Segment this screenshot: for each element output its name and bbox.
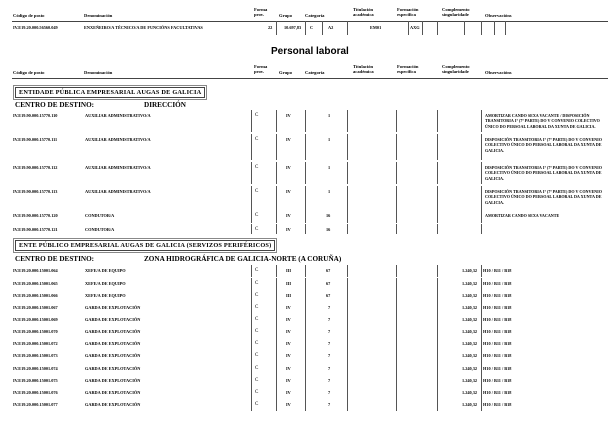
table-row-observacions: DISPOSICIÓN TRANSITORIA 1ª (7ª PARTE) DO V CONVENIO COLECTIVO ÚNICO DO PERSOAL LABORAL DA XUNTA DE GALICIA. [485, 137, 602, 153]
column-divider [437, 326, 438, 338]
table-row-codigo: IV.E19.90.000.15770.120 [13, 213, 58, 218]
table-row-grupo: IV [286, 165, 291, 170]
centro-label-2: CENTRO DE DESTINO: [15, 255, 95, 263]
column-divider [347, 290, 348, 302]
row-extra: A2 [328, 25, 334, 30]
section-title-2: ENTE PÚBLICO EMPRESARIAL AUGAS DE GALICIA (SERVIZOS PERIFÉRICOS) [15, 240, 275, 251]
table-row-forma: C [255, 165, 259, 170]
column-divider [251, 290, 252, 302]
table-row-denominacion: AUXILIAR ADMINISTRATIVO/A [85, 137, 151, 142]
column-divider [347, 134, 348, 160]
page-title: Personal laboral [271, 46, 349, 57]
col-grupo: Grupo [279, 70, 293, 75]
table-row-codigo: IV.E19.20.000.15001.076 [13, 390, 58, 395]
column-divider [481, 265, 482, 277]
table-row-codigo: IV.E19.20.000.15001.064 [13, 268, 58, 273]
column-divider [481, 387, 482, 399]
table-row-observacions: AMORTIZAR CANDO SEXA VACANTE / DISPOSICIÓN TRANSITORIA 1ª (7ª PARTE) DO V CONVENIO COLECTIVO ÚNICO DO PERSOAL LABORAL DA XUNTA DE GALICIA. [485, 113, 600, 129]
column-divider [305, 110, 306, 132]
table-row-observacions: H10 / B11 / B18 [483, 341, 512, 346]
column-divider [305, 326, 306, 338]
column-divider [276, 350, 277, 363]
column-divider [276, 210, 277, 223]
table-row-denominacion: AUXILIAR ADMINISTRATIVO/A [85, 113, 151, 118]
column-divider [396, 314, 397, 326]
column-divider [305, 210, 306, 223]
column-divider [437, 186, 438, 210]
column-divider [437, 314, 438, 326]
table-row-categoria: 16 [326, 213, 331, 218]
table-row-categoria: 7 [328, 317, 331, 322]
table-row-observacions: H10 / B11 / B18 [483, 366, 512, 371]
column-divider [305, 302, 306, 314]
table-row-complemento: 1.240,32 [462, 317, 478, 322]
column-divider [481, 162, 482, 184]
row-formacion: AXG [410, 25, 420, 30]
table-row-denominacion: XEFE/A DE EQUIPO [85, 268, 126, 273]
column-divider [276, 224, 277, 234]
column-divider [251, 338, 252, 350]
table-row-categoria: 1 [328, 137, 331, 142]
column-divider [437, 302, 438, 314]
table-row-forma: C [255, 366, 259, 371]
column-divider [305, 134, 306, 160]
table-row-forma: C [255, 113, 259, 118]
column-divider [276, 363, 277, 375]
table-row-denominacion: GARDA DE EXPLOTACIÓN [85, 366, 141, 371]
table-row-denominacion: XEFE/A DE EQUIPO [85, 281, 126, 286]
column-divider [347, 186, 348, 210]
column-divider [305, 278, 306, 290]
table-row-observacions: H10 / B11 / B18 [483, 305, 512, 310]
column-divider [437, 265, 438, 277]
col-formacion: Formación específica [397, 64, 419, 74]
column-divider [251, 314, 252, 326]
column-divider [347, 278, 348, 290]
column-divider [251, 186, 252, 210]
table-row-complemento: 1.240,32 [462, 329, 478, 334]
col-titulacion: Titulación académica [353, 64, 374, 74]
column-divider [305, 387, 306, 399]
column-divider [396, 338, 397, 350]
column-divider [396, 350, 397, 363]
column-divider [481, 224, 482, 234]
table-row-forma: C [255, 137, 259, 142]
table-row-forma: C [255, 341, 259, 346]
column-divider [437, 399, 438, 411]
table-row-forma: C [255, 227, 259, 232]
table-row-categoria: 67 [326, 268, 331, 273]
table-row-complemento: 1.240,32 [462, 305, 478, 310]
column-divider [437, 375, 438, 387]
col-titulacion: Titulación académica [353, 7, 374, 17]
col-complemento: Complemento singularidade [442, 64, 470, 74]
table-row-categoria: 16 [326, 227, 331, 232]
table-row-complemento: 1.240,32 [462, 281, 478, 286]
column-divider [396, 162, 397, 184]
column-divider [305, 265, 306, 277]
table-row-observacions: H10 / B11 / B18 [483, 268, 512, 273]
column-divider [347, 302, 348, 314]
table-row-categoria: 7 [328, 341, 331, 346]
table-row-denominacion: GARDA DE EXPLOTACIÓN [85, 305, 141, 310]
column-divider [251, 387, 252, 399]
table-row-grupo: IV [286, 137, 291, 142]
column-divider [437, 134, 438, 160]
column-divider [276, 314, 277, 326]
table-row-grupo: III [286, 268, 292, 273]
column-divider [347, 210, 348, 223]
centro-value-1: DIRECCIÓN [144, 101, 186, 109]
table-row-codigo: IV.E19.20.000.15001.065 [13, 281, 58, 286]
column-divider [251, 350, 252, 363]
column-divider [276, 278, 277, 290]
table-row-forma: C [255, 189, 259, 194]
table-row-codigo: IV.E19.90.000.15770.112 [13, 165, 58, 170]
table-row-observacions: H10 / B11 / B18 [483, 353, 512, 358]
column-divider [481, 375, 482, 387]
table-row-grupo: IV [286, 317, 291, 322]
column-divider [347, 399, 348, 411]
table-row-denominacion: AUXILIAR ADMINISTRATIVO/A [85, 165, 151, 170]
column-divider [347, 338, 348, 350]
table-row-forma: C [255, 402, 259, 407]
table-row-observacions: H10 / B11 / B18 [483, 317, 512, 322]
column-divider [276, 399, 277, 411]
table-row-complemento: 1.240,32 [462, 293, 478, 298]
column-divider [347, 162, 348, 184]
table-row-denominacion: GARDA DE EXPLOTACIÓN [85, 378, 141, 383]
table-row-complemento: 1.240,32 [462, 402, 478, 407]
column-divider [305, 399, 306, 411]
table-row-denominacion: GARDA DE EXPLOTACIÓN [85, 402, 141, 407]
column-divider [276, 265, 277, 277]
table-row-denominacion: CONDUTOR/A [85, 213, 115, 218]
table-row-codigo: IV.E19.90.000.15770.110 [13, 113, 58, 118]
col-observacions: Observacións [485, 70, 512, 75]
centro-label-1: CENTRO DE DESTINO: [15, 101, 95, 109]
table-row-observacions: H10 / B11 / B18 [483, 378, 512, 383]
centro-value-2: ZONA HIDROGRÁFICA DE GALICIA-NORTE (A CORUÑA) [144, 255, 342, 263]
col-denominacion: Denominación [84, 13, 113, 18]
column-divider [305, 338, 306, 350]
column-divider [347, 387, 348, 399]
table-row-forma: C [255, 390, 259, 395]
column-divider [481, 350, 482, 363]
table-row-categoria: 7 [328, 390, 331, 395]
divider [12, 78, 608, 79]
table-row-forma: C [255, 268, 259, 273]
column-divider [481, 110, 482, 132]
table-row-grupo: IV [286, 305, 291, 310]
table-row-grupo: IV [286, 329, 291, 334]
column-divider [347, 350, 348, 363]
column-divider [276, 162, 277, 184]
table-row-grupo: IV [286, 390, 291, 395]
column-divider [305, 162, 306, 184]
row-denominacion: ENXEÑEIRO/A TÉCNICO/A DE FUNCIÓNS FACULTATIVAS [84, 25, 203, 30]
table-row-forma: C [255, 378, 259, 383]
table-row-denominacion: XEFE/A DE EQUIPO [85, 293, 126, 298]
table-row-codigo: IV.E19.20.000.15001.072 [13, 341, 58, 346]
table-row-forma: C [255, 281, 259, 286]
column-divider [481, 290, 482, 302]
table-row-codigo: IV.E19.20.000.15001.067 [13, 305, 58, 310]
table-row-forma: C [255, 293, 259, 298]
column-divider [347, 326, 348, 338]
table-row-codigo: IV.E19.90.000.15770.121 [13, 227, 58, 232]
col-categoria: Categoría [305, 13, 325, 18]
divider [12, 21, 608, 22]
table-row-complemento: 1.240,32 [462, 378, 478, 383]
table-row-grupo: IV [286, 366, 291, 371]
column-divider [347, 363, 348, 375]
table-row-complemento: 1.240,32 [462, 366, 478, 371]
table-row-codigo: IV.E19.20.000.15001.077 [13, 402, 58, 407]
row-titulacion: EM01 [370, 25, 382, 30]
column-divider [396, 224, 397, 234]
col-grupo: Grupo [279, 13, 293, 18]
table-row-grupo: III [286, 293, 292, 298]
column-divider [251, 224, 252, 234]
table-row-grupo: IV [286, 378, 291, 383]
column-divider [305, 375, 306, 387]
column-divider [305, 314, 306, 326]
column-divider [396, 265, 397, 277]
column-divider [481, 363, 482, 375]
column-divider [347, 110, 348, 132]
table-row-complemento: 1.240,32 [462, 353, 478, 358]
column-divider [276, 110, 277, 132]
column-divider [347, 224, 348, 234]
column-divider [481, 314, 482, 326]
column-divider [481, 278, 482, 290]
column-divider [276, 290, 277, 302]
column-divider [251, 375, 252, 387]
table-row-codigo: IV.E19.20.000.15001.074 [13, 366, 58, 371]
col-codigo: Código de posto [13, 70, 45, 75]
column-divider [305, 290, 306, 302]
table-row-grupo: IV [286, 353, 291, 358]
table-row-codigo: IV.E19.20.000.15001.066 [13, 293, 58, 298]
table-row-observacions: AMORTIZAR CANDO SEXA VACANTE [485, 213, 560, 218]
column-divider [396, 387, 397, 399]
column-divider [276, 134, 277, 160]
column-divider [347, 265, 348, 277]
table-row-grupo: III [286, 281, 292, 286]
table-row-codigo: IV.E19.20.000.15001.069 [13, 317, 58, 322]
table-row-codigo: IV.E19.20.000.15001.073 [13, 353, 58, 358]
table-row-categoria: 1 [328, 189, 331, 194]
column-divider [396, 302, 397, 314]
row-forma: 22 [268, 25, 273, 30]
table-row-grupo: IV [286, 213, 291, 218]
col-denominacion: Denominación [84, 70, 113, 75]
table-row-categoria: 1 [328, 113, 331, 118]
table-row-denominacion: CONDUTOR/A [85, 227, 115, 232]
table-row-grupo: IV [286, 227, 291, 232]
column-divider [251, 210, 252, 223]
table-row-grupo: IV [286, 113, 291, 118]
column-divider [276, 186, 277, 210]
table-row-denominacion: GARDA DE EXPLOTACIÓN [85, 329, 141, 334]
table-row-complemento: 1.240,32 [462, 341, 478, 346]
column-divider [347, 314, 348, 326]
table-row-categoria: 7 [328, 353, 331, 358]
column-divider [396, 210, 397, 223]
col-observacions: Observacións [485, 13, 512, 18]
column-divider [251, 265, 252, 277]
table-row-forma: C [255, 213, 259, 218]
column-divider [437, 290, 438, 302]
table-row-grupo: IV [286, 189, 291, 194]
table-row-observacions: DISPOSICIÓN TRANSITORIA 1ª (7ª PARTE) DO V CONVENIO COLECTIVO ÚNICO DO PERSOAL LABORAL DA XUNTA DE GALICIA. [485, 189, 602, 205]
table-row-codigo: IV.E19.20.000.15001.075 [13, 378, 58, 383]
column-divider [481, 338, 482, 350]
column-divider [305, 186, 306, 210]
table-row-categoria: 7 [328, 329, 331, 334]
col-complemento: Complemento singularidade [442, 7, 470, 17]
column-divider [396, 375, 397, 387]
column-divider [481, 210, 482, 223]
column-divider [437, 278, 438, 290]
column-divider [305, 363, 306, 375]
col-formacion: Formación específica [397, 7, 419, 17]
table-row-codigo: IV.E19.90.000.15770.113 [13, 189, 58, 194]
column-divider [251, 110, 252, 132]
table-row-categoria: 67 [326, 281, 331, 286]
column-divider [481, 186, 482, 210]
column-divider [481, 134, 482, 160]
column-divider [396, 363, 397, 375]
column-divider [251, 134, 252, 160]
table-row-denominacion: GARDA DE EXPLOTACIÓN [85, 317, 141, 322]
table-row-observacions: H10 / B11 / B18 [483, 402, 512, 407]
column-divider [437, 350, 438, 363]
column-divider [251, 162, 252, 184]
row-grupo: 10.697,83 [284, 25, 302, 30]
col-codigo: Código de posto [13, 13, 45, 18]
column-divider [481, 302, 482, 314]
table-row-categoria: 1 [328, 165, 331, 170]
column-divider [251, 326, 252, 338]
column-divider [437, 224, 438, 234]
column-divider [276, 302, 277, 314]
column-divider [251, 302, 252, 314]
table-row-grupo: IV [286, 341, 291, 346]
column-divider [347, 375, 348, 387]
column-divider [276, 375, 277, 387]
column-divider [437, 363, 438, 375]
column-divider [276, 326, 277, 338]
column-divider [276, 387, 277, 399]
section-title-1: ENTIDADE PÚBLICA EMPRESARIAL AUGAS DE GALICIA [15, 87, 205, 98]
column-divider [437, 110, 438, 132]
column-divider [481, 326, 482, 338]
table-row-codigo: IV.E19.20.000.15001.070 [13, 329, 58, 334]
column-divider [437, 210, 438, 223]
table-row-observacions: DISPOSICIÓN TRANSITORIA 1ª (7ª PARTE) DO V CONVENIO COLECTIVO ÚNICO DO PERSOAL LABORAL DA XUNTA DE GALICIA. [485, 165, 602, 181]
table-row-observacions: H10 / B11 / B18 [483, 293, 512, 298]
column-divider [396, 134, 397, 160]
column-divider [305, 350, 306, 363]
column-divider [251, 363, 252, 375]
table-row-categoria: 7 [328, 305, 331, 310]
table-row-categoria: 7 [328, 366, 331, 371]
col-forma: Forma prov. [254, 7, 268, 17]
table-row-forma: C [255, 317, 259, 322]
column-divider [396, 186, 397, 210]
table-row-observacions: H10 / B11 / B18 [483, 281, 512, 286]
table-row-grupo: IV [286, 402, 291, 407]
table-row-denominacion: AUXILIAR ADMINISTRATIVO/A [85, 189, 151, 194]
column-divider [437, 387, 438, 399]
table-row-forma: C [255, 353, 259, 358]
table-row-categoria: 7 [328, 402, 331, 407]
table-row-categoria: 7 [328, 378, 331, 383]
column-divider [481, 399, 482, 411]
table-row-observacions: H10 / B11 / B18 [483, 390, 512, 395]
table-row-complemento: 1.240,32 [462, 268, 478, 273]
row-codigo: IV.E19.20.000.56560.049 [13, 25, 58, 30]
column-divider [276, 338, 277, 350]
col-forma: Forma prov. [254, 64, 268, 74]
table-row-denominacion: GARDA DE EXPLOTACIÓN [85, 390, 141, 395]
col-categoria: Categoría [305, 70, 325, 75]
table-row-codigo: IV.E19.90.000.15770.111 [13, 137, 58, 142]
table-row-forma: C [255, 329, 259, 334]
column-divider [396, 110, 397, 132]
column-divider [437, 338, 438, 350]
table-row-categoria: 67 [326, 293, 331, 298]
column-divider [437, 162, 438, 184]
column-divider [396, 399, 397, 411]
table-row-forma: C [255, 305, 259, 310]
column-divider [305, 224, 306, 234]
column-divider [396, 290, 397, 302]
table-row-denominacion: GARDA DE EXPLOTACIÓN [85, 353, 141, 358]
column-divider [251, 278, 252, 290]
column-divider [251, 399, 252, 411]
column-divider [396, 278, 397, 290]
row-categoria: C [310, 25, 314, 30]
table-row-complemento: 1.240,32 [462, 390, 478, 395]
column-divider [396, 326, 397, 338]
table-row-denominacion: GARDA DE EXPLOTACIÓN [85, 341, 141, 346]
table-row-observacions: H10 / B11 / B18 [483, 329, 512, 334]
